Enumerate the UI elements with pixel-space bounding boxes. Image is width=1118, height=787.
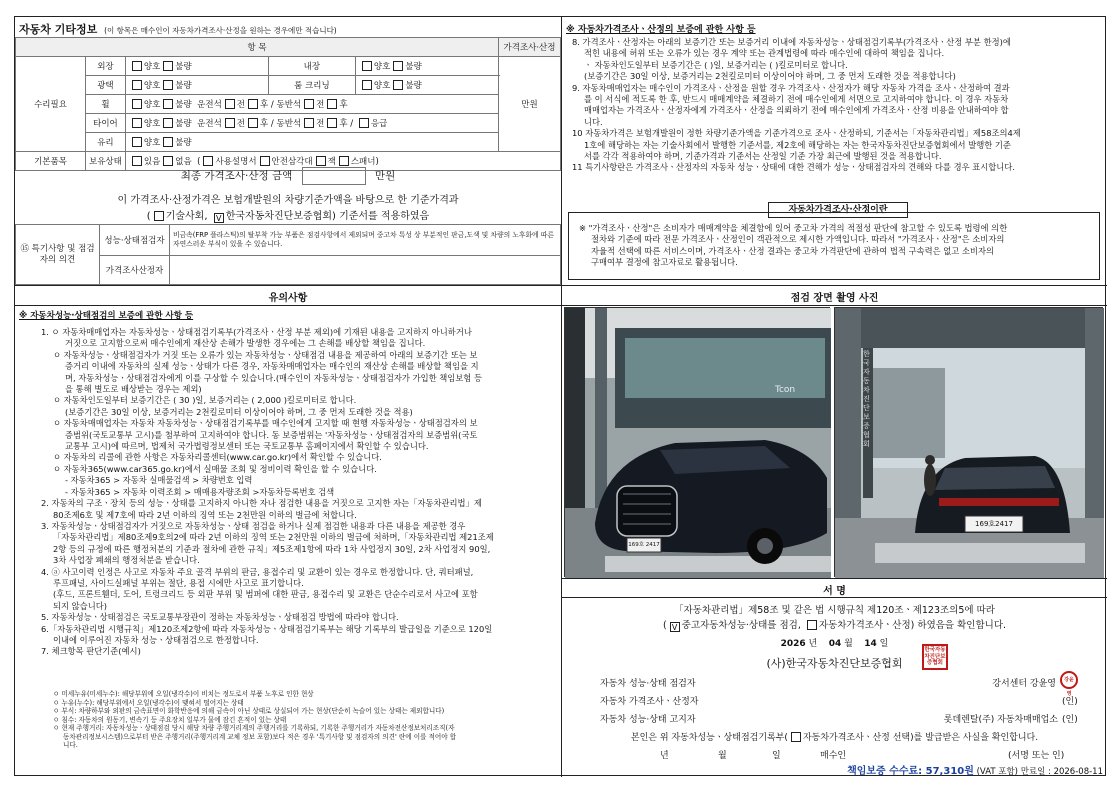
checkbox[interactable]: [163, 137, 173, 147]
final-price-unit: 만원: [374, 170, 396, 182]
checkbox[interactable]: [132, 137, 142, 147]
price-box-title: 자동차가격조사·산정이란: [768, 202, 908, 218]
glass-label: 유리: [86, 133, 126, 152]
notifier-seal: (인): [1062, 715, 1078, 725]
inspection-photo-rear: [834, 307, 1103, 577]
interior-label: 내장: [268, 57, 355, 76]
criteria-line: ㅇ 부식: 차량하부와 외판의 금속표면이 화학반응에 의해 금속이 아닌 상태로 상실되어 가는 현상(단순히 녹슬어 있는 상태는 제외합니다): [53, 707, 445, 715]
checkbox[interactable]: [304, 99, 314, 109]
checkbox[interactable]: [225, 118, 235, 128]
notice-line: 을 통해 별도로 배상받는 경우는 제외): [65, 384, 202, 395]
guarantee-item-line: 를 이 서식에 적도록 한 후, 반드시 매매계약을 체결하기 전에 매수인에게 서면으로 고지하여야 합니다. 이 경우 자동차: [584, 94, 1009, 105]
notice-line: 5. 자동차성능ㆍ상태점검은 국토교통부장관이 정하는 자동차성능ㆍ상태점검 방법에 따라야 합니다.: [41, 612, 399, 623]
checkbox[interactable]: [203, 156, 213, 166]
notice-line: 3차 사업장 폐쇄의 행정처분을 받습니다.: [53, 555, 200, 566]
notice-line: 3. 자동차성능ㆍ상태점검자가 거짓으로 자동차성능ㆍ상태 점검을 하거나 실제 점검한 내용과 다른 내용을 제공한 경우: [41, 520, 466, 531]
price-box-line: 자율적 선택에 따른 서비스이며, 가격조사ㆍ산정 결과는 중고차 가격판단에 관하여 법적 구속력은 없고 소비자의: [591, 245, 994, 256]
checkbox[interactable]: [260, 156, 270, 166]
checkbox[interactable]: [132, 80, 142, 90]
notifier-label: 자동차 성능·상태 고지자: [600, 715, 696, 725]
price-box-line: ※ "가격조사ㆍ산정"은 소비자가 매매계약을 체결함에 있어 중고차 가격의 적절성 판단에 참고할 수 있도록 법령에 의한: [579, 223, 1008, 233]
section-title: 자동차 기타정보: [19, 23, 98, 36]
criteria-line: 동차관리정보시스템)으로부터 받은 주행거리(주행거리계 교체 정보 포함)보다 적은 경우 '특기사항 및 점검자의 의견' 란에 이를 적어야 합: [63, 732, 457, 741]
checkbox[interactable]: [248, 99, 258, 109]
section-title: ※ 자동차가격조사ㆍ산정의 보증에 관한 사항 등: [566, 25, 756, 35]
checkbox-condition[interactable]: V: [670, 622, 680, 632]
criteria-line: ㅇ 미세누유(미세누수): 해당부위에 오일(냉각수)이 비치는 정도로서 부품 노후로 인한 현상: [53, 690, 314, 698]
guarantee-item-line: 1호에 해당하는 자는 기술사회에서 발행한 기준서를, 제2호에 해당하는 자는 한국자동차진단보증협회에서 발행한 기준: [584, 139, 1011, 150]
checkbox[interactable]: [316, 156, 326, 166]
section-note: (이 항목은 매수인이 자동차가격조사·산정을 원하는 경우에만 적습니다): [104, 26, 337, 35]
checkbox[interactable]: [163, 99, 173, 109]
notice-title: 유의사항: [268, 293, 308, 304]
notice-line: 80조제6호 및 제7호에 따라 2년 이하의 징역 또는 2천만원 이하의 벌금에 처합니다.: [53, 509, 357, 520]
special-label: ⑮ 특기사항 및 점검자의 의견: [16, 225, 100, 285]
checkbox[interactable]: [163, 80, 173, 90]
wheel-label: 휠: [86, 95, 126, 114]
gloss-label: 광택: [86, 76, 126, 95]
criteria-line: 니다.: [63, 741, 78, 749]
price-unit: 만원: [499, 57, 561, 152]
notice-line: 2항 등의 규정에 따른 행정처분의 기준과 절차에 관한 규칙」제5조제1항에 따라 1차 사업정지 30일, 2차 사업정지 90일,: [53, 543, 491, 554]
photo-title: 점검 장면 촬영 사진: [790, 293, 879, 304]
guarantee-item-line: 8. 가격조사ㆍ산정자는 아래의 보증기간 또는 보증거리 이내에 자동차성능ㆍ상태점검기록부(가격조사ㆍ산정 부분 한정)에: [572, 37, 1011, 47]
notice-line: ㅇ 자동차인도일부터 보증기간은 ( 30 )일, 보증거리는 ( 2,000 )킬로미터로 합니다.: [53, 395, 357, 406]
exterior-label: 외장: [86, 57, 126, 76]
checkbox[interactable]: [327, 118, 337, 128]
criteria-line: ㅇ 현재 주행거리: 자동차성능ㆍ상태점검 당시 해당 차량 주행거리계의 주행거리를 기록하되, 기록한 주행거리가 자동차전산정보처리조직(자: [53, 724, 455, 732]
price-box-line: 절차와 기준에 따라 전문 가격조사ㆍ산정인이 객관적으로 제시한 가액입니다. 따라서 "가격조사ㆍ산정"은 소비자의: [591, 234, 1005, 245]
price-box-line: 구매여부 결정에 참고자료로 활용됩니다.: [591, 257, 738, 268]
price-person-seal: (인): [1062, 697, 1078, 707]
special-notes-table: [15, 224, 561, 285]
checkbox[interactable]: [163, 156, 173, 166]
org-name: (사)한국자동차진단보증협회: [766, 657, 903, 670]
checkbox[interactable]: [163, 118, 173, 128]
price-guarantee-section: [562, 17, 1107, 285]
notice-line: 7. 체크항목 판단기준(예시): [41, 646, 141, 657]
vehicle-extra-info-section: 자동차 기타정보 (이 항목은 매수인이 자동차가격조사·산정을 원하는 경우에만 적습니다) 항 목 가격조사·산정 수리필요 외장 양호 불량 내장 양호 불량 만원 광택 양호 불량 룸 크리닝 양호 불량 휠 양호 불량 운전석 전 후 / 동반석 전 후 타이어 양호 불량 운전석 전 후 / 동반석 전 후 / 응급 유리 양호 불량 기본품목 보유상태 있음 없음 ( 사용설명서 안전삼각대 잭 스패너) 최종 가격조사·산정 금액 만원 이 가격조사·산정가격은 보험개발원의 차량기준가액을 바탕으로 한 기준가격과 ( 기술사회, V 한국자동차진단보증협회) 기준서를 적용하였음 ⑮ 특기사항 및 점검자의 의견 성능·상태점검자 비금속(FRP 플라스틱)의 탈부착 가능 부품은 점검사항에서 제외되며 중고차 특성 상 부분적인 판금,도색 및 차량의 노후화에 따른 자연스러운 부식이 있을 수 있습니다. 가격조사산정자: [15, 17, 561, 285]
inspection-record-page: [14, 16, 1106, 776]
expire-date: 만료일 : 2026-08-11: [1020, 767, 1103, 777]
notice-line: ㅇ 자동차의 리콜에 관한 사항은 자동차리콜센터(www.car.go.kr)에서 확인할 수 있습니다.: [53, 452, 382, 463]
notice-line: 6.「자동차관리법 시행규칙」제120조제2항에 따라 자동차성능ㆍ상태점검기록부는 해당 기록부의 발급일을 기준으로 120일: [41, 623, 493, 634]
checkbox[interactable]: [362, 80, 372, 90]
photo-sign-section: 점검 장면 촬영 사진 Tcon 169호 2417 169호2417 한국자동차진단보증협회 서 명 「자동차관리법」제58조 및 같은 법 시행규칙 제120조ㆍ제123조의5에 따라 ( V 중고자동차성능·상태를 점검, 자동차가격조사ㆍ산정) 하였음을 확인합니다. 2026 년 04 월 14 일 (사)한국자동차진단보증협회 한국자동차진단보증협회 자동차 성능·상태 점검자 강서센터 강윤영 강윤영 자동차 가격조사ㆍ산정자 (인) 자동차 성능·상태 고지자 롯데렌탈(주) 자동차매매업소 (인) 본인은 위 자동차성능ㆍ상태점검기록부( 자동차가격조사ㆍ산정 선택)를 발급받은 사실을 확인합니다. 년 월 일 매수인 (서명 또는 인) 책임보증 수수료: 57,310원 (VAT 포함) 만료일 : 2026-08-11: [562, 286, 1107, 777]
notice-subtitle: ※ 자동차성능·상태점검의 보증에 관한 사항 등: [19, 311, 194, 321]
criteria-line: ㅇ 침수: 자동차의 원동기, 변속기 등 주요장치 일부가 물에 잠긴 흔적이 있는 상태: [53, 715, 287, 724]
license-plate-rear: 169호2417: [975, 520, 1013, 528]
guarantee-item-line: ㆍ 자동차인도일부터 보증기간은 ( )일, 보증거리는 ( )킬로미터로 합니다.: [584, 59, 848, 70]
fee-amount: 책임보증 수수료: 57,310원: [847, 766, 974, 777]
notice-line: 증범위(국토교통부 고시)를 첨부하여 고지하여야 합니다. 동 보증범위는 '자동차성능ㆍ상태점검자의 보증범위(국토: [65, 429, 478, 440]
checkbox[interactable]: [304, 118, 314, 128]
guarantee-item-line: 적힌 내용에 허위 또는 오류가 있는 경우 계약 또는 관계법령에 따라 매수인에 대하여 책임을 집니다.: [584, 48, 945, 59]
notice-line: - 자동차365 > 자동차 실매물검색 > 차량번호 입력: [65, 475, 253, 486]
final-price-label: 최종 가격조사·산정 금액: [180, 170, 293, 182]
checkbox[interactable]: [248, 118, 258, 128]
checkbox[interactable]: [132, 99, 142, 109]
license-plate: 169호 2417: [628, 542, 660, 548]
notice-line: 교통부 고시)에 따르며, 법제처 국가법령정보센터 또는 국토교통부 홈페이지에서 확인할 수 있습니다.: [65, 441, 429, 452]
col-items: 항 목: [16, 38, 499, 57]
checkbox-association[interactable]: V: [214, 213, 224, 223]
guarantee-item-line: 11 특기사항란은 가격조사ㆍ산정자의 자동차 성능ㆍ상태에 대한 견해가 성능ㆍ상태점검자의 견해와 다를 경우 표시합니다.: [572, 162, 1015, 173]
notice-line: - 자동차365 > 자동차 이력조회 > 매매용자량조회 >자동차등록번호 검색: [65, 486, 335, 497]
notice-line: 며, 자동차성능ㆍ상태점검자에게 이를 구상할 수 있습니다.(매수인이 자동차성능ㆍ상태점검자가 가입한 책임보험 등: [65, 372, 482, 383]
checkbox[interactable]: [359, 118, 369, 128]
guarantee-items: [572, 37, 1102, 174]
guarantee-item-line: 니다.: [584, 116, 603, 127]
receipt-line: 본인은 위 자동차성능ㆍ상태점검기록부( 자동차가격조사ㆍ산정 선택)를 발급받은 사실을 확인합니다.: [630, 733, 1039, 743]
notice-line: 이내에 이루어진 자동차 성능ㆍ상태점검으로 한정합니다.: [53, 634, 259, 645]
notice-lines: [29, 327, 559, 658]
notice-line: 1. ㅇ 자동차매매업자는 자동차성능ㆍ상태점검기록부(가격조사ㆍ산정 부분 제외)에 기재된 내용을 고지하지 아니하거나: [41, 327, 472, 337]
price-box: [568, 212, 1100, 280]
inspection-photo-front: [564, 307, 830, 577]
checkbox[interactable]: [132, 156, 142, 166]
checkbox[interactable]: [393, 80, 403, 90]
checkbox[interactable]: [339, 156, 349, 166]
sign-date: 2026 년 04 월 14 일: [780, 639, 889, 649]
notice-line: 2. 자동차의 구조ㆍ장치 등의 성능ㆍ상태를 고지하지 아니한 자나 점검한 내용을 거짓으로 고지한 자는「자동차관리법」제: [41, 498, 482, 509]
room-cleaning-label: 룸 크리닝: [268, 76, 355, 95]
guarantee-item-line: (보증기간은 30일 이상, 보증거리는 2천킬로미터 이상이어야 하며, 그 중 먼저 도래한 것을 적용합니다): [584, 71, 956, 82]
notice-line: 루프패널, 사이드실패널 부위는 절단, 용접 시에만 사고로 표기합니다.: [53, 577, 304, 588]
sign-law: 「자동차관리법」제58조 및 같은 법 시행규칙 제120조ㆍ제123조의5에 따라: [674, 605, 995, 616]
notice-line: ㅇ 자동차성능ㆍ상태점검자가 거짓 또는 오류가 있는 자동차성능ㆍ상태점검 내용을 제공하여 아래의 보증기간 또는 보: [53, 349, 478, 360]
notice-line: 거짓으로 고지함으로써 매수인에게 재산상 손해가 발생한 경우에는 그 손해를 배상할 책임을 집니다.: [65, 338, 426, 349]
criteria-lines: [53, 690, 559, 750]
extra-info-table: 항 목 가격조사·산정 수리필요 외장 양호 불량 내장 양호 불량 만원 광택 양호 불량 룸 크리닝 양호 불량 휠 양호 불량 운전석 전 후 / 동반석 전 후 타이어 양호 불량 운전석 전 후 / 동반석 전 후 / 응급 유리 양호 불량 기본품목 보유상태 있음 없음 ( 사용설명서 안전삼각대 잭 스패너): [15, 37, 561, 171]
checkbox[interactable]: [132, 61, 142, 71]
checkbox[interactable]: [132, 118, 142, 128]
notice-line: ㅇ 자동차365(www.car365.go.kr)에서 실매물 조회 및 정비이력 확인을 할 수 있습니다.: [53, 463, 377, 474]
checkbox[interactable]: [163, 61, 173, 71]
checkbox[interactable]: [327, 99, 337, 109]
notice-line: 4. ⓐ 사고이력 인정은 사고로 자동차 주요 골격 부위의 판금, 용접수리 및 교환이 있는 경우로 한정합니다. 단, 쿼터패널,: [41, 566, 474, 577]
repair-needed-label: 수리필요: [16, 57, 86, 152]
notice-line: 증거리 이내에 자동차의 실제 성능ㆍ상태가 다른 경우, 자동차매매업자는 매수인의 재산상 손해를 배상할 책임을 지: [65, 361, 479, 372]
notice-section: [15, 286, 561, 777]
inspector-label: 성능·상태점검자: [100, 225, 170, 256]
org-seal: 한국자동차진단보증협회: [922, 644, 948, 670]
notice-line: (보증기간은 30일 이상, 보증거리는 2천킬로미터 이상이어야 하며, 그 중 먼저 도래한 것을 적용): [65, 406, 413, 417]
tire-label: 타이어: [86, 114, 126, 133]
svg-text:Tcon: Tcon: [775, 385, 796, 395]
guarantee-item-line: 10 자동차가격은 보험개발원이 정한 차량기준가액을 기준가격으로 조사ㆍ산정하되, 기준서는「자동차관리법」제58조의4제: [572, 128, 1021, 139]
col-price: 가격조사·산정: [499, 38, 561, 57]
guarantee-item-line: 매매업자는 가격조사ㆍ산정자에게 가격조사ㆍ산정을 의뢰하기 전에 매수인에게 가격조사ㆍ산정 비용을 안내하여야 합: [584, 105, 1009, 116]
possession-label: 보유상태: [86, 152, 126, 171]
inspector-row-label: 자동차 성능·상태 점검자: [600, 679, 696, 689]
checkbox-tech-society[interactable]: [154, 211, 164, 221]
notice-line: (후드, 프론트휀더, 도어, 트렁크리드 등 외판 부위 및 범퍼에 대한 판금, 용접수리 및 교환은 단순수리로서 사고에 포함: [53, 589, 478, 600]
building-sign: 한국자동차진단보증협회: [863, 350, 870, 448]
notice-line: 되지 않습니다): [53, 600, 107, 611]
fee-row: [562, 762, 1107, 776]
notifier-value: 롯데렌탈(주) 자동차매매업소: [943, 715, 1058, 725]
checkbox[interactable]: [362, 61, 372, 71]
notice-line: 「자동차관리법」제80조제9호의2에 따라 2년 이하의 징역 또는 2천만원 이하의 벌금에 처하며,「자동차관리법 제21조제: [53, 532, 494, 543]
sign-title: 서 명: [823, 586, 846, 597]
guarantee-item-line: 9. 자동차매매업자는 매수인이 가격조사ㆍ산정을 원할 경우 가격조사ㆍ산정자가 해당 자동차 가격을 조사ㆍ산정하여 결과: [572, 82, 1010, 93]
basic-items-label: 기본품목: [16, 152, 86, 171]
checkbox-price[interactable]: [807, 620, 817, 630]
car-photo-illustration: [565, 308, 831, 578]
checkbox-receipt[interactable]: [791, 732, 801, 742]
inspector-note: 비금속(FRP 플라스틱)의 탈부착 가능 부품은 점검사항에서 제외되며 중고차 특성 상 부분적인 판금,도색 및 차량의 노후화에 따른 자연스러운 부식이 있을 수 있습니다.: [170, 225, 561, 256]
final-price-field[interactable]: [302, 167, 366, 185]
guarantee-item-line: 서를 각각 적용하여야 하며, 기준가격과 기준서는 산정일 기준 가장 최근에 발행된 것을 적용합니다.: [584, 151, 942, 162]
criteria-line: ㅇ 누유(누수): 해당부위에서 오일(냉각수)이 맺혀서 떨어지는 상태: [53, 698, 244, 707]
car-photo-illustration-2: [835, 308, 1104, 578]
fee-vat: (VAT 포함): [976, 767, 1018, 777]
checkbox[interactable]: [225, 99, 235, 109]
price-inspector-label: 가격조사산정자: [100, 256, 170, 285]
inspector-row-value: 강서센터 강윤영: [992, 679, 1056, 689]
notice-line: ㅇ 자동차매매업자는 자동차 자동차성능ㆍ상태점검기록부를 매수인에게 고지할 때 현행 자동차성능ㆍ상태점검자의 보: [53, 418, 478, 429]
basis-line1: 이 가격조사·산정가격은 보험개발원의 차량기준가액을 바탕으로 한 기준가격과: [117, 195, 459, 206]
checkbox[interactable]: [393, 61, 403, 71]
price-inspector-note[interactable]: [170, 256, 561, 285]
price-person-label: 자동차 가격조사ㆍ산정자: [600, 697, 699, 707]
inspector-stamp: 강윤영: [1060, 671, 1078, 689]
